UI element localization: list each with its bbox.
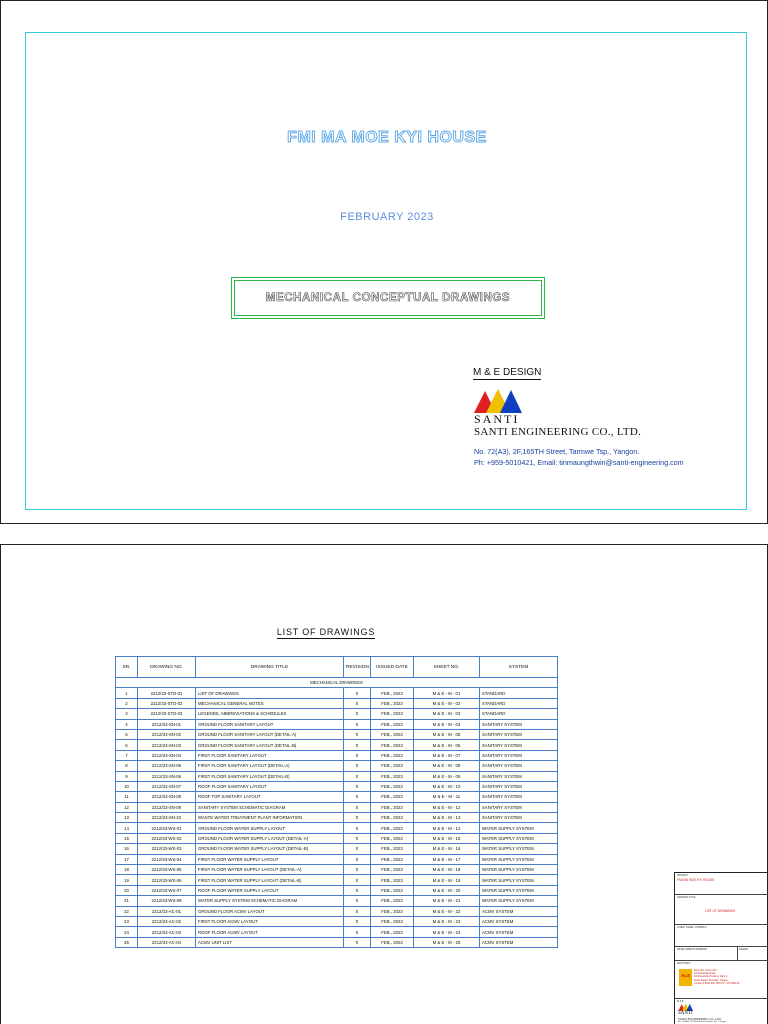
cell-revision: 0	[344, 761, 371, 771]
cell-drawing-no: 2212/33-AC-02	[138, 916, 196, 926]
architect-logo-text: ALS	[681, 973, 690, 978]
cell-sheet-no: M & E - M - 13	[414, 813, 480, 823]
cell-system: SANITARY SYSTEM	[480, 813, 558, 823]
tb-project-cell	[675, 873, 768, 895]
cell-sheet-no: M & E - M - 15	[414, 833, 480, 843]
cell-drawing-title: SANITARY SYSTEM SCHEMATIC DIAGRAM	[196, 802, 344, 812]
col-header-sheet-no: SHEET NO.	[414, 657, 480, 678]
col-header-drawing-title: DRAWING TITLE	[196, 657, 344, 678]
cell-system: ACMV SYSTEM	[480, 937, 558, 947]
table-row	[116, 802, 558, 812]
cell-drawing-no: 2212/33-SN-08	[138, 792, 196, 802]
cell-drawing-no: 2212/33-AC-04	[138, 937, 196, 947]
cell-issued-date: FEB., 2023	[371, 896, 414, 906]
table-row	[116, 833, 558, 843]
cell-system: ACMV SYSTEM	[480, 927, 558, 937]
tb-client-cell	[675, 925, 768, 947]
cell-sr: 12	[116, 802, 138, 812]
cell-drawing-no: 2212/33-STD-01	[138, 688, 196, 698]
cell-sheet-no: M & E - M - 24	[414, 927, 480, 937]
cell-sheet-no: M & E - M - 04	[414, 719, 480, 729]
arch-line: South Dagon Township, Yangon.	[694, 978, 729, 982]
table-row	[116, 927, 558, 937]
cell-revision: 0	[344, 771, 371, 781]
cell-revision: 0	[344, 698, 371, 708]
cell-issued-date: FEB., 2023	[371, 781, 414, 791]
tb-architect-label: ARCHITECT	[677, 962, 691, 965]
cell-sheet-no: M & E - M - 19	[414, 875, 480, 885]
tb-drawing-title-cell	[675, 895, 768, 925]
cell-drawing-title: WASTE WATER TREATMENT PLANT INFORMATION	[196, 813, 344, 823]
cell-drawing-no: 2212/33-WS-06	[138, 875, 196, 885]
table-row	[116, 792, 558, 802]
cell-drawing-no: 2212/33-SN-09	[138, 802, 196, 812]
col-header-sr: SR.	[116, 657, 138, 678]
col-header-revision: REVISION	[344, 657, 371, 678]
cell-sr: 7	[116, 750, 138, 760]
architect-address	[694, 969, 740, 985]
cell-sheet-no: M & E - M - 06	[414, 740, 480, 750]
cell-issued-date: FEB., 2023	[371, 750, 414, 760]
arch-line: Northwestville Road,	[694, 972, 716, 976]
subtitle-frame	[231, 277, 545, 319]
tb-project-label: PROJECT	[677, 874, 689, 877]
table-row	[116, 875, 558, 885]
cell-revision: 0	[344, 937, 371, 947]
cell-revision: 0	[344, 802, 371, 812]
cell-drawing-no: 2212/33-AC-03	[138, 927, 196, 937]
cell-issued-date: FEB., 2023	[371, 740, 414, 750]
table-row	[116, 709, 558, 719]
cell-sr: 2	[116, 698, 138, 708]
cell-issued-date: FEB., 2023	[371, 792, 414, 802]
logo-wordmark: SANTI	[474, 412, 520, 426]
cell-system: WATER SUPPLY SYSTEM	[480, 844, 558, 854]
cell-issued-date: FEB., 2023	[371, 823, 414, 833]
table-row	[116, 740, 558, 750]
table-row	[116, 771, 558, 781]
cell-revision: 0	[344, 709, 371, 719]
cell-sr: 9	[116, 771, 138, 781]
cell-drawing-title: FIRST FLOOR SANITARY LAYOUT (DETAIL-A)	[196, 761, 344, 771]
cell-revision: 0	[344, 885, 371, 895]
cell-system: SANITARY SYSTEM	[480, 802, 558, 812]
cell-revision: 0	[344, 896, 371, 906]
cell-drawing-title: GROUND FLOOR WATER SUPPLY LAYOUT (DETAIL-B)	[196, 844, 344, 854]
cell-sr: 11	[116, 792, 138, 802]
table-row	[116, 761, 558, 771]
cell-system: ACMV SYSTEM	[480, 906, 558, 916]
cell-system: WATER SUPPLY SYSTEM	[480, 885, 558, 895]
tb-drawing-title-value: LIST OF DRAWINGS	[705, 909, 736, 913]
cell-revision: 0	[344, 792, 371, 802]
cell-sr: 10	[116, 781, 138, 791]
arch-line: Contact:0 9622 000 7878 00 - 976 9999 00	[694, 981, 740, 985]
cell-drawing-title: FIRST FLOOR WATER SUPPLY LAYOUT (DETAIL-B)	[196, 875, 344, 885]
cell-revision: 0	[344, 813, 371, 823]
table-row	[116, 885, 558, 895]
santi-logo-icon	[474, 387, 524, 413]
mini-company-address: No. 72(A3), 2F,165th Street,Tarmwe Tsp., Yangon.	[678, 1021, 727, 1023]
cell-drawing-title: GROUND FLOOR SANITARY LAYOUT	[196, 719, 344, 729]
mini-santi-logo-icon	[678, 1003, 694, 1011]
cell-system: SANITARY SYSTEM	[480, 781, 558, 791]
tb-dev-cell	[675, 947, 768, 961]
cell-drawing-title: LEGENDS, ABBREVIATIONS & SCHEDULES	[196, 709, 344, 719]
cell-revision: 0	[344, 833, 371, 843]
cell-drawing-no: 2212/33-WS-02	[138, 833, 196, 843]
cell-sheet-no: M & E - M - 11	[414, 792, 480, 802]
cell-revision: 0	[344, 750, 371, 760]
table-row	[116, 906, 558, 916]
cell-drawing-no: 2212/33-SN-02	[138, 729, 196, 739]
cell-system: SANITARY SYSTEM	[480, 719, 558, 729]
cell-revision: 0	[344, 906, 371, 916]
cell-revision: 0	[344, 688, 371, 698]
mini-company-name: SANTI ENGINEERING CO., LTD.	[678, 1017, 722, 1021]
address-line-1: No. 72(A3), 2F,165TH Street, Tarmwe Tsp., Yangon.	[474, 447, 640, 456]
table-row	[116, 854, 558, 864]
cell-drawing-title: GROUND FLOOR SANITARY LAYOUT (DETAIL-B)	[196, 740, 344, 750]
cell-sheet-no: M & E - M - 02	[414, 698, 480, 708]
tb-architect-cell	[675, 961, 768, 999]
cell-revision: 0	[344, 916, 371, 926]
arch-line: Room 5C, Room 203,	[694, 969, 718, 972]
title-block	[674, 872, 768, 1024]
cell-sr: 8	[116, 761, 138, 771]
cell-sr: 15	[116, 833, 138, 843]
cell-sheet-no: M & E - M - 20	[414, 885, 480, 895]
cell-sr: 22	[116, 906, 138, 916]
cell-drawing-title: ACMV UNIT LIST	[196, 937, 344, 947]
col-header-issued-date: ISSUED DATE	[371, 657, 414, 678]
cell-drawing-title: FIRST FLOOR SANITARY LAYOUT (DETAIL-B)	[196, 771, 344, 781]
cell-system: ACMV SYSTEM	[480, 916, 558, 926]
table-row	[116, 823, 558, 833]
cell-drawing-no: 2212/33-SN-07	[138, 781, 196, 791]
cell-sr: 24	[116, 927, 138, 937]
cell-sr: 21	[116, 896, 138, 906]
cell-system: SANITARY SYSTEM	[480, 761, 558, 771]
cell-drawing-no: 2212/33-SN-04	[138, 750, 196, 760]
cell-drawing-no: 2212/33-WS-07	[138, 885, 196, 895]
cell-sheet-no: M & E - M - 14	[414, 823, 480, 833]
cell-drawing-title: FIRST FLOOR SANITARY LAYOUT	[196, 750, 344, 760]
list-title	[1, 627, 651, 637]
cell-revision: 0	[344, 865, 371, 875]
cell-sr: 1	[116, 688, 138, 698]
cell-system: WATER SUPPLY SYSTEM	[480, 896, 558, 906]
cell-sheet-no: M & E - M - 25	[414, 937, 480, 947]
issue-date: FEBRUARY 2023	[340, 211, 434, 223]
cell-sr: 14	[116, 823, 138, 833]
cell-sheet-no: M & E - M - 17	[414, 854, 480, 864]
cell-issued-date: FEB., 2023	[371, 833, 414, 843]
cell-issued-date: FEB., 2023	[371, 709, 414, 719]
cell-sheet-no: M & E - M - 01	[414, 688, 480, 698]
cell-system: SANITARY SYSTEM	[480, 792, 558, 802]
project-title: FMI MA MOE KYI HOUSE	[287, 129, 487, 146]
cell-sr: 25	[116, 937, 138, 947]
cell-sheet-no: M & E - M - 03	[414, 709, 480, 719]
mini-logo-wordmark: SANTI	[678, 1011, 693, 1016]
cell-sr: 4	[116, 719, 138, 729]
cell-sheet-no: M & E - M - 10	[414, 781, 480, 791]
table-row	[116, 937, 558, 947]
tb-divider	[737, 947, 738, 960]
cell-revision: 0	[344, 823, 371, 833]
col-header-drawing-no: DRAWING NO.	[138, 657, 196, 678]
cell-drawing-no: 2212/33-WS-01	[138, 823, 196, 833]
cell-drawing-title: ROOF FLOOR SANITARY LAYOUT	[196, 781, 344, 791]
cell-sr: 20	[116, 885, 138, 895]
cell-system: WATER SUPPLY SYSTEM	[480, 833, 558, 843]
cell-drawing-no: 2212/33-WS-04	[138, 854, 196, 864]
cell-sheet-no: M & E - M - 16	[414, 844, 480, 854]
table-row	[116, 916, 558, 926]
cell-revision: 0	[344, 719, 371, 729]
cell-system: STANDARD	[480, 698, 558, 708]
cover-frame	[25, 32, 747, 510]
cell-system: SANITARY SYSTEM	[480, 740, 558, 750]
cell-sheet-no: M & E - M - 08	[414, 761, 480, 771]
cell-drawing-title: GROUND FLOOR ACMV LAYOUT	[196, 906, 344, 916]
cell-revision: 0	[344, 781, 371, 791]
drawing-list-table	[115, 656, 558, 948]
table-row	[116, 781, 558, 791]
cell-sr: 3	[116, 709, 138, 719]
cell-revision: 0	[344, 844, 371, 854]
cell-issued-date: FEB., 2023	[371, 813, 414, 823]
cell-sr: 17	[116, 854, 138, 864]
cell-system: WATER SUPPLY SYSTEM	[480, 854, 558, 864]
cell-system: WATER SUPPLY SYSTEM	[480, 823, 558, 833]
cell-revision: 0	[344, 854, 371, 864]
company-name: SANTI ENGINEERING CO., LTD.	[474, 426, 642, 438]
cell-sheet-no: M & E - M - 07	[414, 750, 480, 760]
cell-issued-date: FEB., 2023	[371, 802, 414, 812]
cell-system: SANITARY SYSTEM	[480, 750, 558, 760]
cell-drawing-no: 2212/33-SN-01	[138, 719, 196, 729]
cell-revision: 0	[344, 729, 371, 739]
cell-issued-date: FEB., 2023	[371, 854, 414, 864]
cell-sr: 19	[116, 875, 138, 885]
cell-system: STANDARD	[480, 709, 558, 719]
design-label: M & E DESIGN	[473, 367, 542, 378]
cell-drawing-title: WATER SUPPLY SYSTEM SCHEMATIC DIAGRAM	[196, 896, 344, 906]
cell-drawing-title: FIRST FLOOR ACMV LAYOUT	[196, 916, 344, 926]
drawing-list-sheet	[0, 544, 768, 1024]
cell-issued-date: FEB., 2023	[371, 885, 414, 895]
cell-sheet-no: M & E - M - 12	[414, 802, 480, 812]
cell-sr: 16	[116, 844, 138, 854]
cell-revision: 0	[344, 875, 371, 885]
cell-revision: 0	[344, 927, 371, 937]
cell-sheet-no: M & E - M - 22	[414, 906, 480, 916]
cell-issued-date: FEB., 2023	[371, 937, 414, 947]
cell-drawing-title: FIRST FLOOR WATER SUPPLY LAYOUT	[196, 854, 344, 864]
list-title-text: LIST OF DRAWINGS	[276, 627, 376, 637]
cell-issued-date: FEB., 2023	[371, 865, 414, 875]
cell-sheet-no: M & E - M - 09	[414, 771, 480, 781]
cell-system: WATER SUPPLY SYSTEM	[480, 875, 558, 885]
tb-dev-label: DEVELOPMENT ADDRESS	[677, 948, 708, 951]
cell-issued-date: FEB., 2023	[371, 927, 414, 937]
cell-issued-date: FEB., 2023	[371, 688, 414, 698]
cell-system: SANITARY SYSTEM	[480, 729, 558, 739]
cell-drawing-no: 2212/33-WS-05	[138, 865, 196, 875]
cell-issued-date: FEB., 2023	[371, 844, 414, 854]
cell-sheet-no: M & E - M - 05	[414, 729, 480, 739]
address-line-2: Ph: +959-5010421, Email: tinmaungthwin@santi-engineering.com	[474, 458, 684, 467]
cell-drawing-title: ROOF FLOOR WATER SUPPLY LAYOUT	[196, 885, 344, 895]
cell-sr: 13	[116, 813, 138, 823]
cell-drawing-no: 2212/33-SN-05	[138, 761, 196, 771]
cell-drawing-title: MECHANICAL GENERAL NOTES	[196, 698, 344, 708]
cell-sheet-no: M & E - M - 18	[414, 865, 480, 875]
table-header-row	[116, 657, 558, 678]
arch-line: Northwestville Housing, Ward 4,	[694, 975, 728, 979]
table-row	[116, 865, 558, 875]
cell-drawing-title: GROUND FLOOR WATER SUPPLY LAYOUT (DETAIL-A)	[196, 833, 344, 843]
table-row	[116, 719, 558, 729]
table-row	[116, 844, 558, 854]
drawing-set-subtitle: MECHANICAL CONCEPTUAL DRAWINGS	[265, 292, 511, 304]
cell-issued-date: FEB., 2023	[371, 719, 414, 729]
cell-sheet-no: M & E - M - 21	[414, 896, 480, 906]
cell-drawing-title: GROUND FLOOR WATER SUPPLY LAYOUT	[196, 823, 344, 833]
cell-sr: 6	[116, 740, 138, 750]
cell-drawing-no: 2212/33-SN-10	[138, 813, 196, 823]
cell-drawing-no: 2212/33-SN-06	[138, 771, 196, 781]
cell-issued-date: FEB., 2023	[371, 875, 414, 885]
tb-project-value: FMI MA MOE KYI HOUSE	[677, 878, 715, 882]
cell-issued-date: FEB., 2023	[371, 698, 414, 708]
tb-client-label: CLIENT NAME / COMPANY	[677, 926, 707, 929]
cell-drawing-no: 2212/33-STD-03	[138, 709, 196, 719]
cell-system: WATER SUPPLY SYSTEM	[480, 865, 558, 875]
table-row	[116, 750, 558, 760]
section-row	[116, 678, 558, 688]
cell-system: SANITARY SYSTEM	[480, 771, 558, 781]
table-row	[116, 688, 558, 698]
cell-issued-date: FEB., 2023	[371, 761, 414, 771]
cell-issued-date: FEB., 2023	[371, 771, 414, 781]
tb-consultant-label: M & E	[677, 1000, 684, 1003]
table-row	[116, 698, 558, 708]
cell-issued-date: FEB., 2023	[371, 916, 414, 926]
cell-system: STANDARD	[480, 688, 558, 698]
cell-issued-date: FEB., 2023	[371, 729, 414, 739]
cell-drawing-title: ROOF TOP SANITARY LAYOUT	[196, 792, 344, 802]
tb-drawing-title-label: DRAWING TITLE	[677, 896, 696, 899]
cell-drawing-title: ROOF FLOOR ACMV LAYOUT	[196, 927, 344, 937]
cell-revision: 0	[344, 740, 371, 750]
cell-drawing-title: GROUND FLOOR SANITARY LAYOUT (DETAIL-A)	[196, 729, 344, 739]
table-row	[116, 729, 558, 739]
subtitle-inner-frame	[234, 280, 542, 316]
cell-drawing-no: 2212/33-AC-01	[138, 906, 196, 916]
company-address	[474, 446, 684, 468]
cell-drawing-no: 2212/33-WS-08	[138, 896, 196, 906]
tb-consultant-cell	[675, 999, 768, 1024]
tb-drawn-label: DRAWN	[739, 948, 748, 951]
cell-sr: 5	[116, 729, 138, 739]
table-row	[116, 896, 558, 906]
section-label: MECHANICAL DRAWINGS	[116, 678, 558, 688]
cell-issued-date: FEB., 2023	[371, 906, 414, 916]
table-row	[116, 813, 558, 823]
cell-sr: 18	[116, 865, 138, 875]
cell-drawing-no: 2212/33-WS-03	[138, 844, 196, 854]
col-header-system: SYSTEM	[480, 657, 558, 678]
cell-drawing-no: 2212/33-SN-03	[138, 740, 196, 750]
cell-sheet-no: M & E - M - 23	[414, 916, 480, 926]
cell-drawing-title: FIRST FLOOR WATER SUPPLY LAYOUT (DETAIL-A)	[196, 865, 344, 875]
cell-sr: 23	[116, 916, 138, 926]
cell-drawing-no: 2212/33-STD-02	[138, 698, 196, 708]
cell-drawing-title: LIST OF DRAWINGS	[196, 688, 344, 698]
architect-logo-icon	[679, 969, 692, 986]
